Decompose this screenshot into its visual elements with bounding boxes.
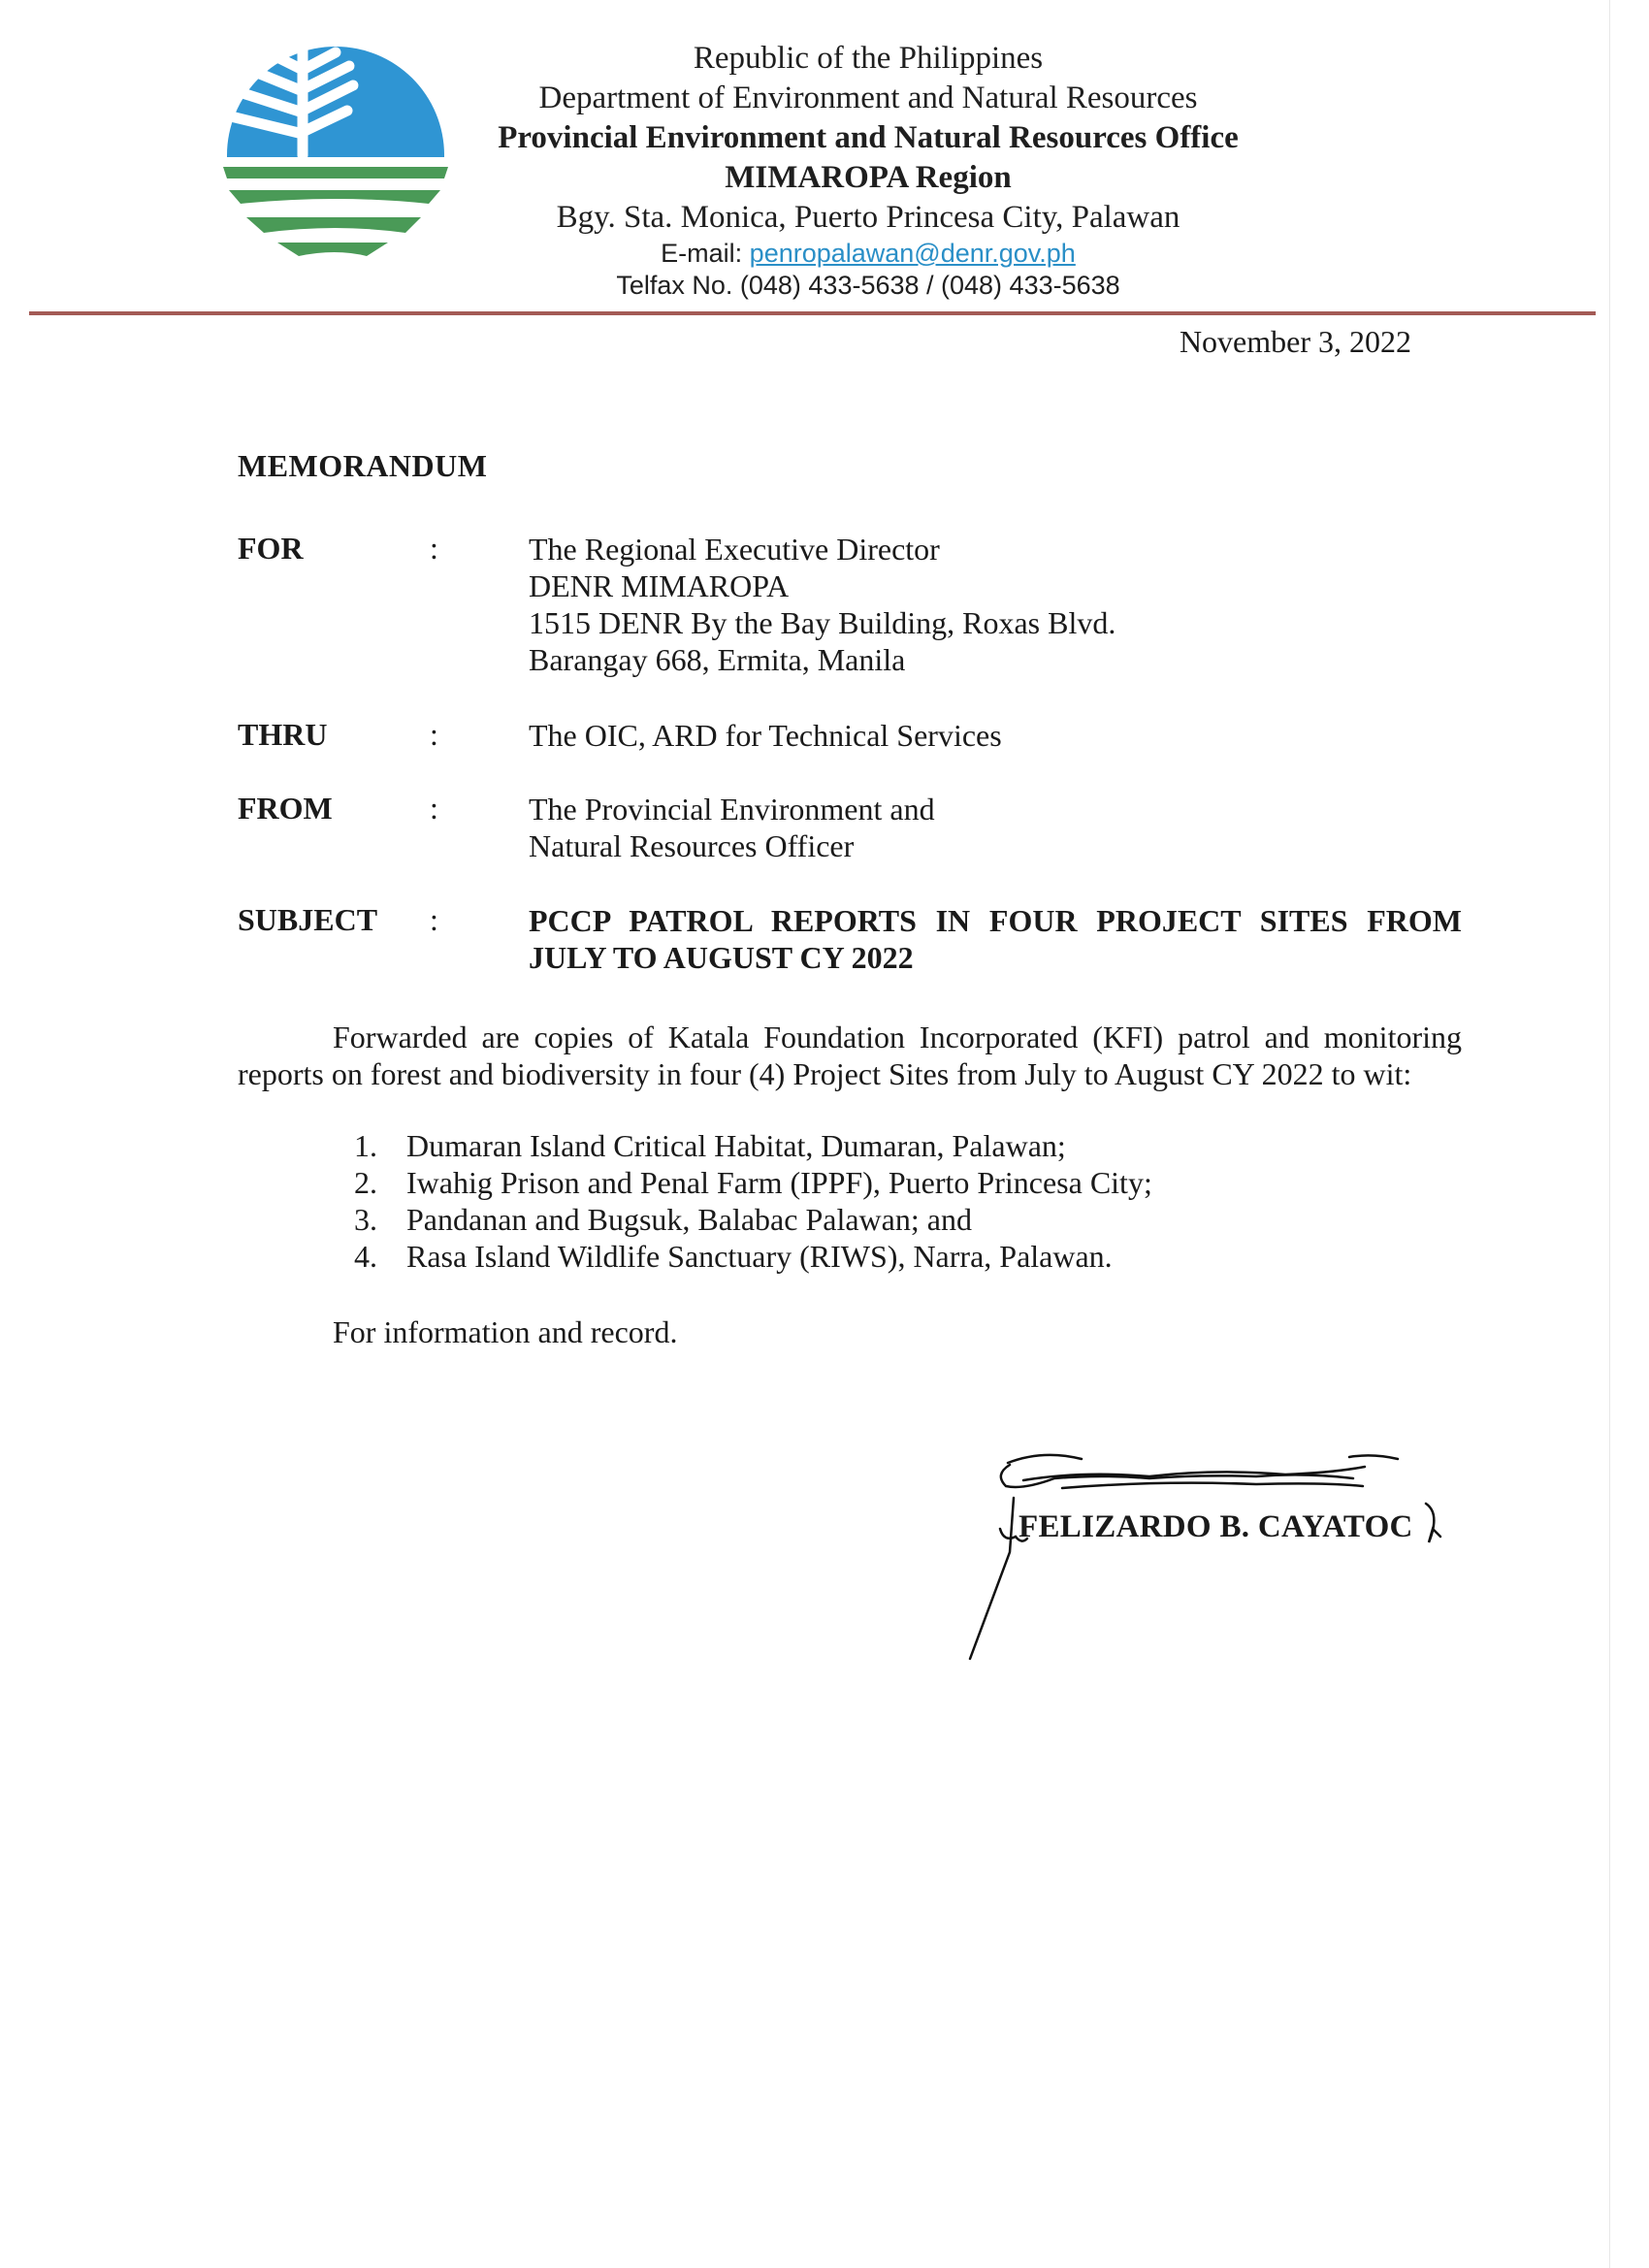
for-line: Barangay 668, Ermita, Manila <box>529 642 906 677</box>
thru-value <box>529 717 1470 754</box>
list-text: Pandanan and Bugsuk, Balabac Palawan; and <box>406 1202 972 1237</box>
from-value <box>529 791 1470 864</box>
email-line <box>330 238 1406 270</box>
scan-edge <box>1609 0 1610 2268</box>
republic-line: Republic of the Philippines <box>693 41 1044 76</box>
subject-value: PCCP PATROL REPORTS IN FOUR PROJECT SITES FROM JULY TO AUGUST CY 2022 <box>529 903 1462 975</box>
for-colon: : <box>430 531 438 566</box>
from-colon: : <box>430 791 438 826</box>
list-item <box>354 1164 1152 1201</box>
department-line: Department of Environment and Natural Resources <box>538 81 1198 115</box>
for-line: The Regional Executive Director <box>529 532 940 567</box>
for-value <box>529 531 1470 678</box>
from-line: The Provincial Environment and <box>529 792 935 826</box>
list-number: 3. <box>354 1202 377 1237</box>
thru-label: THRU <box>238 717 328 752</box>
list-number: 4. <box>354 1239 377 1274</box>
subject-label: SUBJECT <box>238 902 378 937</box>
list-number: 1. <box>354 1128 377 1163</box>
letterhead <box>330 39 1406 302</box>
list-number: 2. <box>354 1165 377 1200</box>
email-label: E-mail: <box>661 239 750 268</box>
closing-line: For information and record. <box>333 1314 678 1349</box>
from-label: FROM <box>238 791 333 826</box>
from-line: Natural Resources Officer <box>529 828 855 863</box>
memo-title: MEMORANDUM <box>238 448 488 483</box>
thru-colon: : <box>430 717 438 752</box>
list-text: Rasa Island Wildlife Sanctuary (RIWS), Narra, Palawan. <box>406 1239 1113 1274</box>
list-item <box>354 1127 1152 1164</box>
for-label: FOR <box>238 531 304 566</box>
header-rule <box>29 311 1596 315</box>
for-line: 1515 DENR By the Bay Building, Roxas Blvd. <box>529 605 1116 640</box>
list-text: Dumaran Island Critical Habitat, Dumaran, Palawan; <box>406 1128 1066 1163</box>
body-paragraph: Forwarded are copies of Katala Foundation Incorporated (KFI) patrol and monitoring reports on forest and biodiversity in four (4) Project Sites from July to August CY 2022 to wit: <box>238 1020 1462 1091</box>
list-item <box>354 1201 1152 1238</box>
signatory-name: FELIZARDO B. CAYATOC <box>1018 1509 1413 1544</box>
region-line: MIMAROPA Region <box>725 160 1012 195</box>
project-site-list <box>354 1127 1152 1275</box>
subject-colon: : <box>430 902 438 937</box>
office-line: Provincial Environment and Natural Resources Office <box>498 120 1239 155</box>
email-link[interactable]: penropalawan@denr.gov.ph <box>749 239 1076 268</box>
list-item <box>354 1238 1152 1275</box>
handwritten-signature-icon <box>965 1436 1470 1669</box>
list-text: Iwahig Prison and Penal Farm (IPPF), Puerto Princesa City; <box>406 1165 1152 1200</box>
for-line: DENR MIMAROPA <box>529 568 790 603</box>
address-line: Bgy. Sta. Monica, Puerto Princesa City, Palawan <box>556 200 1180 235</box>
memo-date: November 3, 2022 <box>1179 324 1411 359</box>
telfax-line: Telfax No. (048) 433-5638 / (048) 433-5638 <box>616 271 1120 300</box>
thru-line: The OIC, ARD for Technical Services <box>529 718 1002 753</box>
